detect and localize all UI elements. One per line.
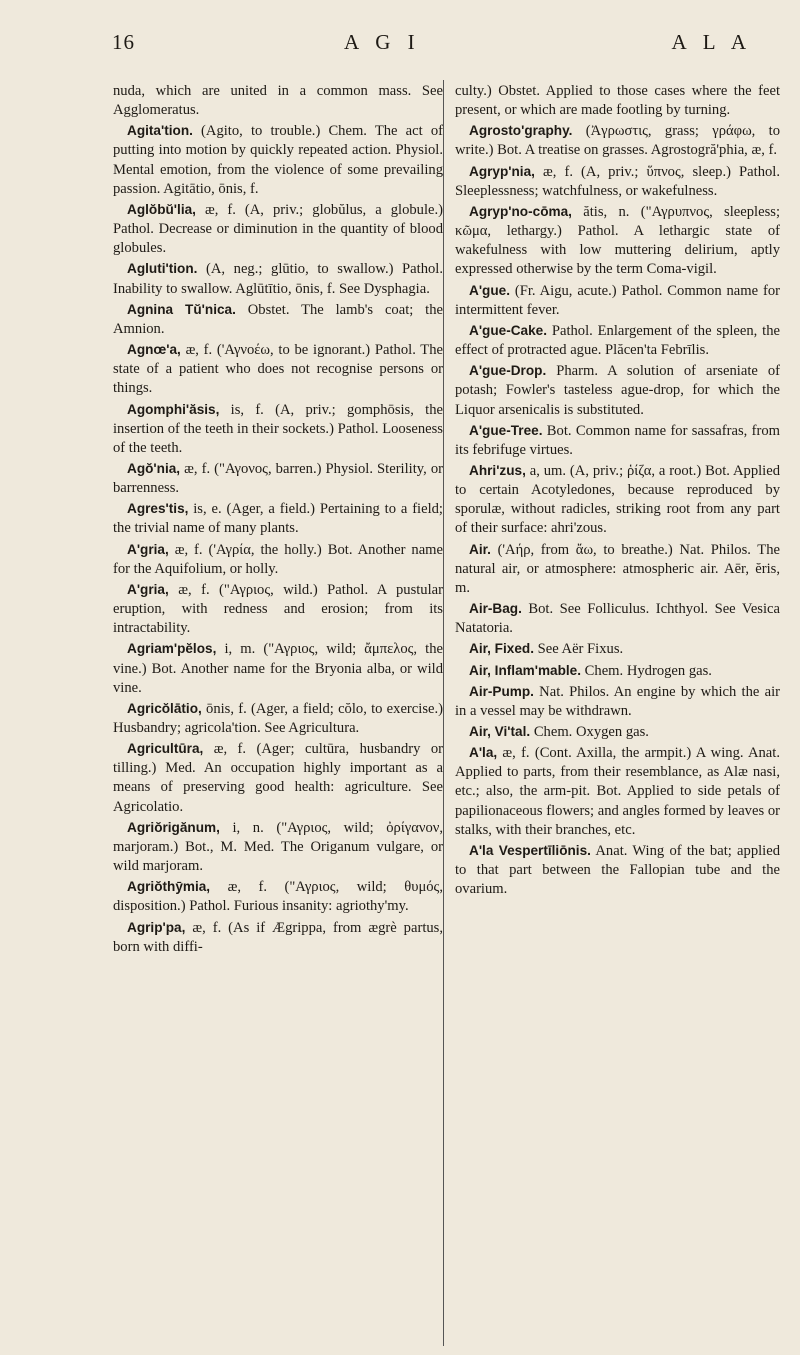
- entry-definition: (Fr. Aigu, acute.) Pathol. Common name for intermittent fever.: [455, 282, 780, 318]
- entry-definition: nuda, which are united in a common mass. See Agglomeratus.: [113, 83, 443, 119]
- entry-headword: Agita'tion.: [127, 123, 193, 139]
- entry-definition: ('Αήρ, from ἄω, to breathe.) Nat. Philos. The natural air, or atmosphere: atmospheric air. Aēr, ĕris, m.: [455, 541, 780, 596]
- entry-headword: A'gue-Drop.: [469, 363, 547, 379]
- entry-definition: æ, f. ('Αγρία, the holly.) Bot. Another name for the Aquifolium, or holly.: [113, 541, 443, 577]
- entry-definition: is, f. (A, priv.; gomphōsis, the insertion of the teeth in their sockets.) Pathol. Looseness of the teeth.: [113, 401, 443, 456]
- entry-definition: Bot. See Folliculus. Ichthyol. See Vesica Natatoria.: [455, 601, 780, 637]
- entry-headword: A'la Vespertīliōnis.: [469, 842, 591, 858]
- entry-headword: Agnina Tŭ'nica.: [127, 301, 236, 317]
- entry-definition: Chem. Oxygen gas.: [530, 724, 649, 740]
- dictionary-entry: [455, 361, 780, 419]
- entry-definition: æ, f. (Ager; cultūra, husbandry or tilling.) Med. An occupation highly important as a means of preserving good health: agriculture. See Agricolatio.: [113, 741, 443, 815]
- entry-definition: æ, f. (Cont. Axilla, the armpit.) A wing. Anat. Applied to parts, from their resemblance, as Alæ nasi, etc.; also, the arm-pit. Bot. Applied to side petals of papilionaceous flowers; and angles formed by leaves or stalks, with their branches, etc.: [455, 745, 780, 838]
- dictionary-entry: [113, 580, 443, 638]
- dictionary-entry: [113, 699, 443, 738]
- dictionary-entry: [455, 540, 780, 598]
- dictionary-entry: [113, 499, 443, 538]
- entry-definition: See Aër Fixus.: [533, 641, 624, 658]
- entry-definition: æ, f. (As if Ægrippa, from ægrè partus, born with diffi-: [113, 919, 443, 955]
- dictionary-entry: [113, 200, 443, 258]
- entry-headword: Agryp'nia,: [469, 163, 535, 179]
- entry-definition: Obstet. The lamb's coat; the Amnion.: [113, 301, 443, 337]
- entry-headword: Agnœ'a,: [127, 342, 181, 358]
- entry-definition: ătis, n. ("Αγρυπνος, sleepless; κῶμα, lethargy.) Pathol. A lethargic state of wakefulness with low muttering delirium, aptly expressed otherwise by the term Coma-vigil.: [455, 203, 780, 278]
- entry-definition: i, m. ("Αγριος, wild; ἄμπελος, the vine.) Bot. Another name for the Bryonia alba, or wild vine.: [113, 641, 443, 696]
- entry-definition: æ, f. ('Αγνοέω, to be ignorant.) Pathol. The state of a patient who does not recognise persons or things.: [113, 342, 443, 397]
- entry-headword: Agriŏthȳmia,: [127, 879, 211, 895]
- entry-definition: Pathol. Enlargement of the spleen, the effect of protracted ague. Plăcen'ta Febrīlis.: [455, 322, 780, 359]
- left-guide-word: A G I: [344, 30, 421, 54]
- entry-definition: Chem. Hydrogen gas.: [581, 662, 712, 679]
- entry-definition: ōnis, f. (Ager, a field; cŏlo, to exercise.) Husbandry; agricola'tion. See Agricultura.: [113, 700, 443, 736]
- dictionary-entry: [113, 121, 443, 199]
- dictionary-entry: [113, 918, 443, 957]
- entry-headword: Agluti'tion.: [127, 261, 198, 277]
- dictionary-entry: [455, 743, 780, 840]
- column-divider: [443, 80, 444, 1346]
- entry-headword: Agomphi'ăsis,: [127, 401, 220, 417]
- entry-headword: A'gria,: [127, 541, 169, 557]
- entry-definition: æ, f. ("Αγριος, wild; θυμός, disposition.) Pathol. Furious insanity: agriothy'my.: [113, 879, 443, 915]
- dictionary-entry: [113, 739, 443, 817]
- dictionary-entry: [455, 162, 780, 201]
- entry-definition: culty.) Obstet. Applied to those cases where the feet present, or which are made footling by turning.: [455, 83, 780, 119]
- entry-definition: (Ἀγρωστις, grass; γράφω, to write.) Bot. A treatise on grasses. Agrostogră'phia, æ, f.: [455, 123, 780, 159]
- dictionary-entry: [455, 82, 780, 120]
- entry-headword: Agricultūra,: [127, 741, 204, 757]
- dictionary-entry: [113, 82, 443, 120]
- dictionary-entry: [455, 321, 780, 360]
- dictionary-entry: [113, 459, 443, 498]
- dictionary-entry: [455, 722, 780, 742]
- dictionary-entry: [455, 281, 780, 320]
- entry-headword: Air-Bag.: [469, 601, 522, 617]
- entry-headword: A'la,: [469, 745, 498, 761]
- entry-definition: æ, f. ("Αγονος, barren.) Physiol. Sterility, or barrenness.: [113, 460, 443, 497]
- entry-definition: æ, f. ("Αγριος, wild.) Pathol. A pustular eruption, with redness and erosion; from its intractability.: [113, 581, 443, 637]
- right-guide-word: A L A: [671, 30, 752, 54]
- entry-headword: A'gria,: [127, 581, 169, 597]
- dictionary-entry: [455, 661, 780, 681]
- entry-definition: is, e. (Ager, a field.) Pertaining to a field; the trivial name of many plants.: [113, 501, 443, 537]
- page-number: 16: [112, 30, 135, 54]
- entry-headword: Agricŏlātio,: [127, 700, 202, 716]
- dictionary-entry: [455, 421, 780, 460]
- entry-definition: Pharm. A solution of arseniate of potash; Fowler's tasteless ague-drop, for which the Liquor arsenicalis is substituted.: [455, 363, 780, 418]
- dictionary-entry: [113, 259, 443, 298]
- dictionary-entry: [455, 841, 780, 899]
- entry-headword: Agriam'pĕlos,: [127, 641, 217, 657]
- entry-definition: Anat. Wing of the bat; applied to that part between the Fallopian tube and the ovarium.: [455, 842, 780, 898]
- entry-definition: i, n. ("Αγριος, wild; ὀρίγανον, marjoram.) Bot., M. Med. The Origanum vulgare, or wild marjoram.: [113, 819, 443, 875]
- entry-headword: A'gue.: [469, 282, 510, 298]
- entry-headword: Air, Vi'tal.: [469, 724, 531, 739]
- entry-headword: Agriŏrigănum,: [127, 819, 220, 835]
- entry-headword: Agŏ'nia,: [127, 460, 181, 476]
- dictionary-entry: [455, 682, 780, 721]
- dictionary-entry: [113, 639, 443, 697]
- dictionary-entry: [455, 599, 780, 638]
- dictionary-entry: [455, 639, 780, 659]
- entry-definition: (A, neg.; glūtio, to swallow.) Pathol. Inability to swallow. Aglūtītio, ōnis, f. See Dysphagia.: [113, 261, 443, 297]
- dictionary-entry: [113, 818, 443, 876]
- entry-definition: æ, f. (A, priv.; ὕπνος, sleep.) Pathol. Sleeplessness; watchfulness, or wakefulness.: [455, 163, 780, 199]
- entry-definition: a, um. (A, priv.; ῥίζα, a root.) Bot. Applied to certain Acotyledones, because reproduced by sporulæ, without radicles, striking root from any part of their surface: ahri'zous.: [455, 462, 780, 537]
- entry-definition: æ, f. (A, priv.; globŭlus, a globule.) Pathol. Decrease or diminution in the quantity of blood globules.: [113, 201, 443, 257]
- entry-definition: (Agito, to trouble.) Chem. The act of putting into motion by quickly repeated action. Physiol. Mental emotion, from the violence of some prevailing passion. Agitātio, ōnis, f.: [113, 123, 443, 197]
- dictionary-entry: [455, 202, 780, 280]
- page-header: [112, 30, 752, 70]
- right-column: [455, 82, 780, 900]
- entry-definition: Bot. Common name for sassafras, from its febrifuge virtues.: [455, 422, 780, 458]
- entry-headword: Agrip'pa,: [127, 919, 186, 935]
- entry-headword: A'gue-Tree.: [469, 422, 543, 438]
- entry-headword: Aglŏbŭ'lia,: [127, 201, 196, 217]
- dictionary-entry: [113, 300, 443, 339]
- entry-definition: Nat. Philos. An engine by which the air in a vessel may be withdrawn.: [455, 683, 780, 719]
- entry-headword: Ahri'zus,: [469, 462, 526, 478]
- entry-headword: Agres'tis,: [127, 501, 189, 517]
- dictionary-entry: [113, 877, 443, 916]
- dictionary-entry: [455, 461, 780, 539]
- dictionary-entry: [455, 121, 780, 160]
- entry-headword: A'gue-Cake.: [469, 322, 548, 338]
- left-column: [113, 82, 443, 958]
- entry-headword: Agryp'no-cōma,: [469, 203, 572, 219]
- dictionary-entry: [113, 340, 443, 398]
- entry-headword: Air, Fixed.: [469, 641, 534, 657]
- entry-headword: Air.: [469, 541, 491, 557]
- entry-headword: Air-Pump.: [469, 683, 534, 699]
- entry-headword: Agrosto'graphy.: [469, 123, 573, 139]
- entry-headword: Air, Inflam'mable.: [469, 662, 582, 678]
- dictionary-entry: [113, 540, 443, 579]
- dictionary-entry: [113, 400, 443, 458]
